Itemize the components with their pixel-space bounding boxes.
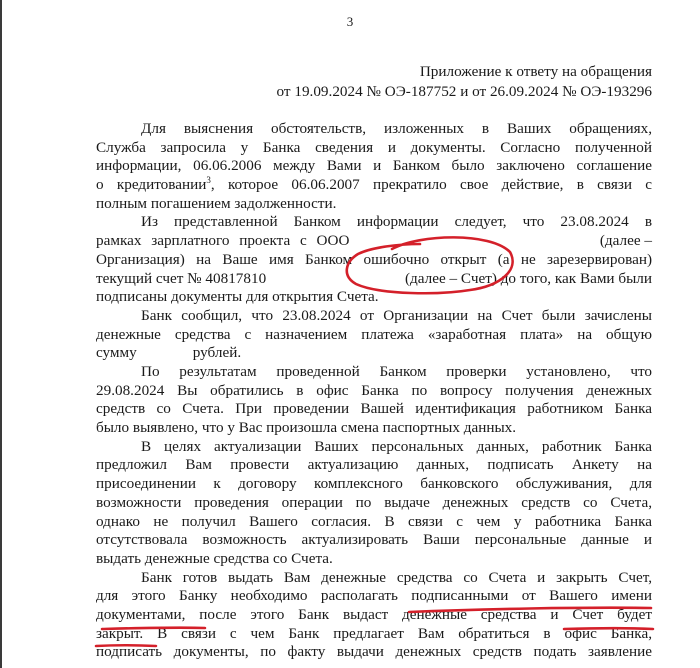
paragraph-3 xyxy=(96,307,652,363)
text-fragment: текущий счет № 40817810 xyxy=(96,269,267,287)
text-fragment: рамках зарплатного проекта с ООО xyxy=(96,232,350,250)
paragraph-2 xyxy=(96,213,652,306)
text-line xyxy=(96,232,652,251)
text-line: документами, после этого Банк выдаст денежные средства и Счет будет xyxy=(96,605,652,623)
text-line: 29.08.2024 Вы обратились в офис Банка по вопросу получения денежных xyxy=(96,381,652,399)
text-line: присоединении к договору комплексного банковского обслуживания, для xyxy=(96,475,652,493)
text-line: возможности проведения операции по выдаче денежных средств со Счета, xyxy=(96,493,652,511)
text-line: В целях актуализации Ваших персональных данных, работник Банка xyxy=(141,437,652,455)
text-line: Для выяснения обстоятельств, изложенных в Ваших обращениях, xyxy=(141,120,652,137)
text-line: средств со Счета. При проведении Вашей идентификация работником Банка xyxy=(96,400,652,418)
text-line: полным погашением задолженности. xyxy=(96,194,337,212)
text-line xyxy=(96,344,652,363)
text-line xyxy=(96,270,652,289)
text-line: для этого Банку необходимо располагать подписанными от Вашего имени xyxy=(96,587,652,605)
text-line: Банк сообщил, что 23.08.2024 от Организации на Счет были зачислены xyxy=(141,306,652,324)
attachment-line-1: Приложение к ответу на обращения xyxy=(419,63,652,80)
text-fragment: рублей. xyxy=(192,344,242,362)
paragraph-1 xyxy=(96,120,652,213)
footnote-mark: 3 xyxy=(206,176,211,185)
text-line: было выявлено, что у Вас произошла смена паспортных данных. xyxy=(96,419,517,437)
text-line: Организация) на Ваше имя Банком ошибочно открыт (а не зарезервирован) xyxy=(96,250,652,268)
text-line: выдать денежные средства со Счета. xyxy=(96,549,333,567)
text-line: Банк готов выдать Вам денежные средства со Счета и закрыть Счет, xyxy=(141,568,652,586)
text-line: подписать документы, по факту выдачи денежных средств подать заявление xyxy=(96,643,652,661)
text-fragment: , которое 06.06.2007 прекратило свое действие, в связи с xyxy=(210,176,652,194)
letter-body xyxy=(96,120,652,662)
attachment-line-2: от 19.09.2024 № ОЭ-187752 и от 26.09.2024 № ОЭ-193296 xyxy=(276,83,652,100)
text-line: Служба запросила у Банка сведения и документы. Согласно полученной xyxy=(96,138,652,156)
paragraph-4 xyxy=(96,363,652,438)
page-number: 3 xyxy=(346,14,354,29)
text-fragment: (далее – xyxy=(599,232,652,250)
text-line: Из представленной Банком информации следует, что 23.08.2024 в xyxy=(141,213,652,231)
paragraph-6 xyxy=(96,569,652,662)
text-fragment: сумму xyxy=(96,344,137,362)
text-line: закрыт. В связи с чем Банк предлагает Вам обратиться в офис Банка, xyxy=(96,624,652,642)
page-edge xyxy=(0,0,2,668)
text-fragment: о кредитовании xyxy=(96,176,207,194)
text-line: однако не получил Вашего согласия. В связи с чем у работника Банка xyxy=(96,512,652,530)
text-line: денежные средства с назначением платежа «заработная плата» на общую xyxy=(96,325,652,343)
attachment-header xyxy=(277,62,652,102)
paragraph-5 xyxy=(96,438,652,569)
text-line: информации, 06.06.2006 между Вами и Банком было заключено соглашение xyxy=(96,157,652,175)
text-line: подписаны документы для открытия Счета. xyxy=(96,288,379,306)
text-line xyxy=(96,176,652,195)
text-fragment: (далее – Счет) до того, как Вами были xyxy=(404,269,652,287)
text-line: предложил Вам провести актуализацию данных, подписать Анкету на xyxy=(96,456,652,474)
text-line: отсутствовала возможность актуализировать Ваши персональные данные и xyxy=(96,531,652,549)
text-line: По результатам проведенной Банком проверки установлено, что xyxy=(141,363,652,381)
